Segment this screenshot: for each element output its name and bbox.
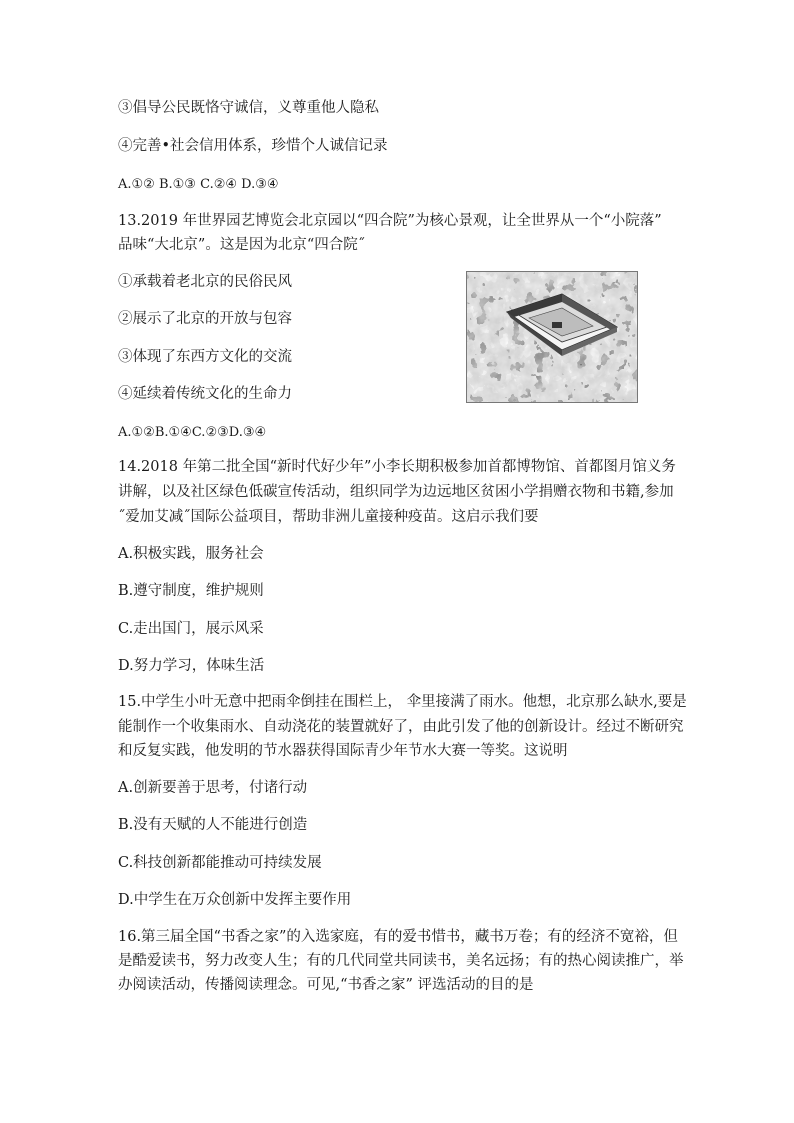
siheyuan-aerial-image: [467, 272, 637, 402]
q16-stem-line-1: 16.第三届全国“书香之家”的入选家庭，有的爱书惜书，藏书万卷；有的经济不宽裕，但: [118, 929, 678, 945]
q14-option-d: D.努力学习，体味生活: [118, 658, 265, 674]
q15-option-a: A.创新要善于思考，付诸行动: [118, 780, 308, 796]
q15-stem-line-3: 和反复实践，他发明的节水器获得国际青少年节水大赛一等奖。这说明: [118, 743, 568, 759]
q12-item-4: ④完善•社会信用体系，珍惜个人诚信记录: [118, 138, 388, 154]
q13-options: A.①②B.①④C.②③D.③④: [118, 425, 267, 440]
q14-option-a: A.积极实践，服务社会: [118, 546, 264, 562]
q13-item-2: ②展示了北京的开放与包容: [118, 311, 292, 327]
q14-option-b: B.遵守制度，维护规则: [118, 583, 264, 599]
q14-stem-line-3: ˝爱加艾减˝国际公益项目，帮助非洲儿童接种疫苗。这启示我们要: [118, 509, 539, 525]
q15-option-c: C.科技创新都能推动可持续发展: [118, 855, 322, 871]
q13-item-1: ①承载着老北京的民俗民风: [118, 274, 292, 290]
q16-stem-line-3: 办阅读活动，传播阅读理念。可见,“书香之家” 评选活动的目的是: [118, 977, 534, 993]
q14-stem-line-2: 讲解，以及社区绿色低碳宣传活动，组织同学为边远地区贫困小学捐赠衣物和书籍,参加: [118, 484, 674, 500]
q16-stem-line-2: 是酷爱读书，努力改变人生；有的几代同堂共同读书，美名远扬；有的热心阅读推广，举: [118, 953, 684, 969]
q12-item-3: ③倡导公民既恪守诚信，义尊重他人隐私: [118, 100, 379, 116]
q13-stem-line-1: 13.2019 年世界园艺博览会北京园以“四合院”为核心景观，让全世界从一个“小院落”: [118, 213, 662, 229]
q14-stem-line-1: 14.2018 年第二批全国“新时代好少年”小李长期积极参加首都博物馆、首都图月馆义务: [118, 459, 676, 475]
q12-options: A.①② B.①③ C.②④ D.③④: [118, 177, 279, 192]
q14-option-c: C.走出国门，展示风采: [118, 621, 264, 637]
q15-stem-line-2: 能制作一个收集雨水、自动浇花的装置就好了，由此引发了他的创新设计。经过不断研究: [118, 719, 684, 735]
q15-option-b: B.没有天赋的人不能进行创造: [118, 817, 308, 833]
siheyuan-photo: [466, 271, 638, 403]
q13-item-4: ④延续着传统文化的生命力: [118, 386, 292, 402]
q15-option-d: D.中学生在万众创新中发挥主要作用: [118, 892, 352, 908]
q15-stem-line-1: 15.中学生小叶无意中把雨伞倒挂在围栏上， 伞里接满了雨水。他想，北京那么缺水,要是: [118, 694, 687, 710]
q13-stem-line-2: 品味“大北京”。这是因为北京“四合院˝: [118, 237, 365, 253]
q13-item-3: ③体现了东西方文化的交流: [118, 349, 292, 365]
